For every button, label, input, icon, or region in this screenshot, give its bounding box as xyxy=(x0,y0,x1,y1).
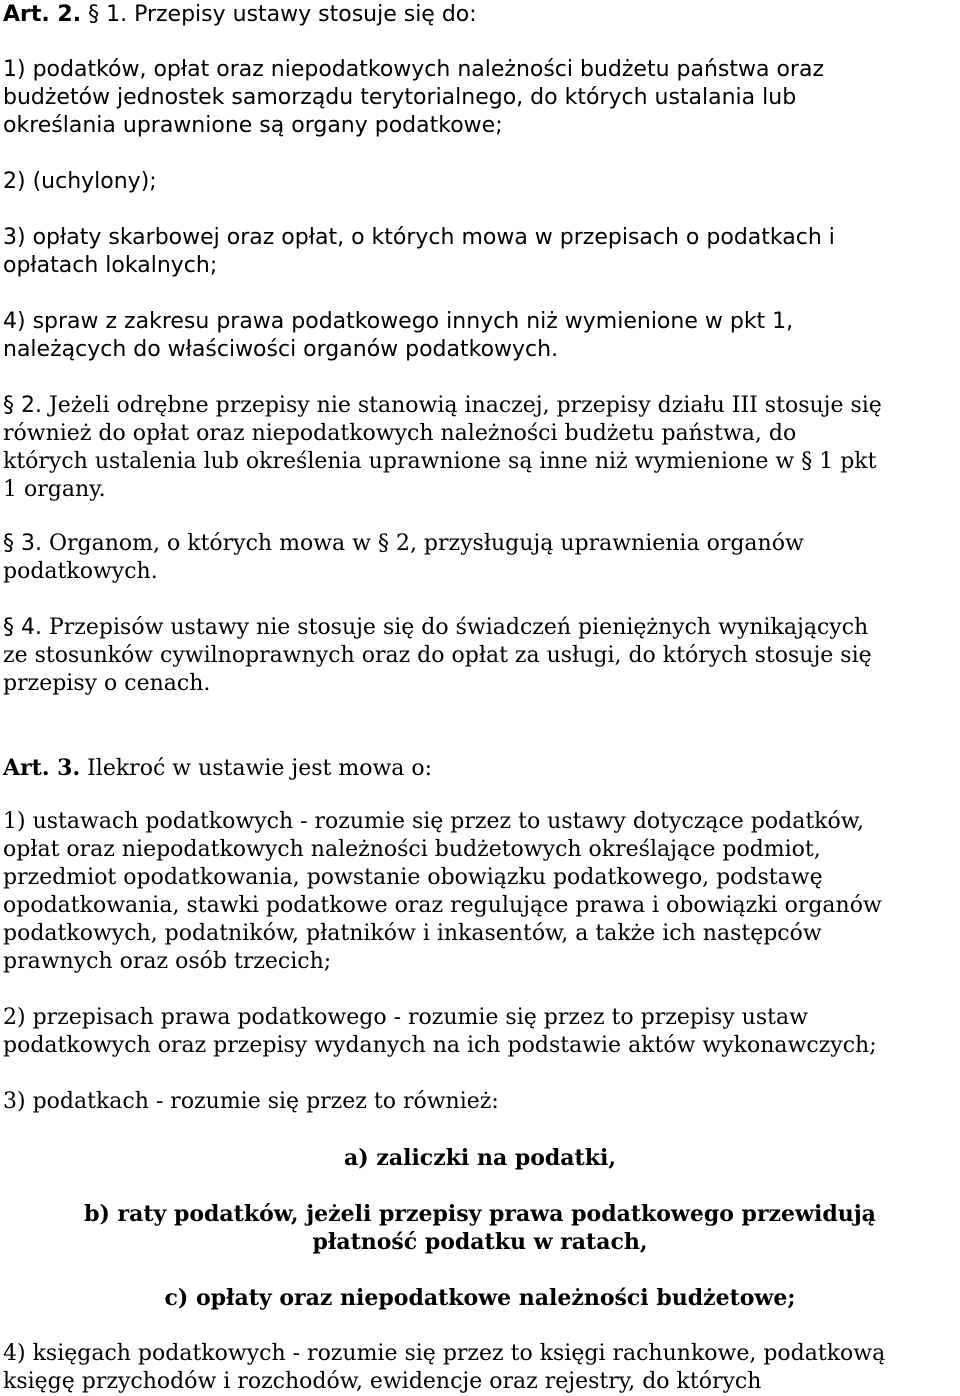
art2-heading: Art. 2. xyxy=(3,2,82,27)
art2-item1-line: określania uprawnione są organy podatkowe; xyxy=(3,113,503,138)
art2-item1 xyxy=(3,56,824,140)
art3-item1-line: prawnych oraz osób trzecich; xyxy=(3,949,332,974)
art2-p2-first: Jeżeli odrębne przepisy nie stanowią inaczej, przepisy działu III stosuje się xyxy=(48,393,882,418)
art2-item1-line: 1) podatków, opłat oraz niepodatkowych należności budżetu państwa oraz xyxy=(3,57,825,82)
art3-item1-line: opłat oraz niepodatkowych należności budżetowych określające podmiot, xyxy=(3,837,821,862)
art2-p4-prefix: § 4. xyxy=(3,615,42,640)
art2-p2-line: których ustalenia lub określenia uprawnione są inne niż wymienione w § 1 pkt xyxy=(3,449,877,474)
art2-paragraph3 xyxy=(3,530,804,586)
art2-p3-line xyxy=(3,530,804,558)
art2-p1-text: Przepisy ustawy stosuje się do: xyxy=(134,2,477,27)
art2-item3-line: 3) opłaty skarbowej oraz opłat, o których mowa w przepisach o podatkach i xyxy=(3,225,835,250)
art2-item4 xyxy=(3,308,793,364)
art3-item1-line: opodatkowania, stawki podatkowe oraz regulujące prawa i obowiązki organów xyxy=(3,893,882,918)
art3-item2-line: 2) przepisach prawa podatkowego - rozumie się przez to przepisy ustaw xyxy=(3,1005,808,1030)
art3-sub-a: a) zaliczki na podatki, xyxy=(344,1145,616,1171)
art3-item3: 3) podatkach - rozumie się przez to również: xyxy=(3,1089,499,1114)
art3-sub-b xyxy=(0,1200,960,1256)
art2-p4-first: Przepisów ustawy nie stosuje się do świadczeń pieniężnych wynikających xyxy=(48,615,869,640)
art2-p1-prefix: § 1. xyxy=(88,2,128,27)
art2-p4-line: przepisy o cenach. xyxy=(3,671,211,696)
art3-item1 xyxy=(3,808,882,976)
art2-p4-line xyxy=(3,614,872,642)
art3-sub-b-line: b) raty podatków, jeżeli przepisy prawa podatkowego przewidują xyxy=(84,1201,876,1227)
art2-p3-prefix: § 3. xyxy=(3,531,42,556)
art2-p3-line: podatkowych. xyxy=(3,559,158,584)
art2-item3-line: opłatach lokalnych; xyxy=(3,253,218,278)
art3-item1-line: 1) ustawach podatkowych - rozumie się przez to ustawy dotyczące podatków, xyxy=(3,809,864,834)
art3-item1-line: podatkowych, podatników, płatników i inkasentów, a także ich następców xyxy=(3,921,822,946)
art2-item2: 2) (uchylony); xyxy=(3,169,157,194)
art2-item1-line: budżetów jednostek samorządu terytorialnego, do których ustalania lub xyxy=(3,85,797,110)
art2-paragraph2 xyxy=(3,392,882,504)
art2-p3-first: Organom, o których mowa w § 2, przysługują uprawnienia organów xyxy=(48,531,804,556)
art2-p2-prefix: § 2. xyxy=(3,393,42,418)
art3-heading-line xyxy=(3,754,432,783)
art2-p2-line: również do opłat oraz niepodatkowych należności budżetu państwa, do xyxy=(3,421,797,446)
art2-item4-line: 4) spraw z zakresu prawa podatkowego innych niż wymienione w pkt 1, xyxy=(3,309,794,334)
art2-heading-line xyxy=(3,1,477,29)
art2-paragraph4 xyxy=(3,614,872,698)
art3-item1-line: przedmiot opodatkowania, powstanie obowiązku podatkowego, podstawę xyxy=(3,865,823,890)
art3-heading: Art. 3. xyxy=(3,755,81,781)
art3-sub-b-line: płatność podatku w ratach, xyxy=(312,1229,648,1255)
art3-item2-line: podatkowych oraz przepisy wydanych na ich podstawie aktów wykonawczych; xyxy=(3,1033,877,1058)
art2-p2-line: 1 organy. xyxy=(3,477,106,502)
art2-p4-line: ze stosunków cywilnoprawnych oraz do opłat za usługi, do których stosuje się xyxy=(3,643,872,668)
art3-intro: Ilekroć w ustawie jest mowa o: xyxy=(87,756,433,781)
art3-item4 xyxy=(3,1340,885,1396)
art2-item4-line: należących do właściwości organów podatkowych. xyxy=(3,337,559,362)
art3-item4-line: księgę przychodów i rozchodów, ewidencje oraz rejestry, do których xyxy=(3,1369,762,1394)
art2-p2-line xyxy=(3,392,882,420)
art3-item4-line: 4) księgach podatkowych - rozumie się przez to księgi rachunkowe, podatkową xyxy=(3,1341,886,1366)
art3-item2 xyxy=(3,1004,877,1060)
art2-item3 xyxy=(3,224,835,280)
art3-sub-c: c) opłaty oraz niepodatkowe należności budżetowe; xyxy=(164,1285,796,1311)
